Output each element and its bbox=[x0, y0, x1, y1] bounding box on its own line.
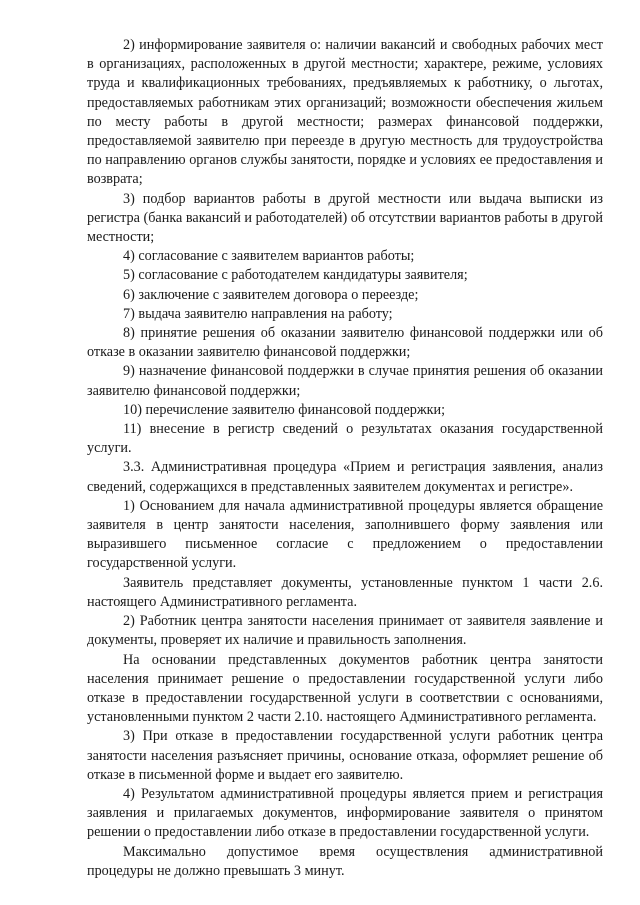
paragraph-10-transfer: 10) перечисление заявителю финансовой поддержки; bbox=[123, 401, 446, 418]
paragraph-documents: Заявитель представляет документы, установленные пунктом 1 части 2.6. настоящего Административного регламента. bbox=[87, 574, 603, 610]
paragraph-1-basis: 1) Основанием для начала административной процедуры является обращение заявителя в центр занятости населения, заполнившего форму заявления или выразившего письменное согласие с предложением о предоставлении государственной услуги. bbox=[87, 497, 603, 572]
document-body bbox=[87, 36, 603, 881]
paragraph-2-informing: 2) информирование заявителя о: наличии вакансий и свободных рабочих мест в организациях, расположенных в другой местности; характере, режиме, условиях труда и квалификационных требованиях, предъявляемых к работнику, о льготах, предоставляемых работникам этих организаций; возможности обеспечения жильем по месту работы в другой местности; размерах финансовой поддержки, предоставляемой заявителю при переезде в другую местность для трудоустройства по направлению органов службы занятости, порядке и условиях ее предоставления и возврата; bbox=[87, 37, 603, 188]
paragraph-4-agreement: 4) согласование с заявителем вариантов работы; bbox=[123, 248, 415, 265]
paragraph-3-refusal: 3) При отказе в предоставлении государственной услуги работник центра занятости населения разъясняет причины, основание отказа, оформляет решение об отказе в письменной форме и выдает его заявителю. bbox=[87, 728, 603, 783]
paragraph-3-selection: 3) подбор вариантов работы в другой местности или выдача выписки из регистра (банка вакансий и работодателей) об отсутствии вариантов работы в другой местности; bbox=[87, 190, 603, 246]
section-3-3-heading: 3.3. Административная процедура «Прием и регистрация заявления, анализ сведений, содержащихся в представленных заявителем документах и регистре». bbox=[87, 459, 603, 495]
paragraph-decision-basis: На основании представленных документов работник центра занятости населения принимает решение о предоставлении государственной услуги либо отказе в предоставлении государственной услуги в соответствии с основаниями, установленными пунктом 2 части 2.10. настоящего Административного регламента. bbox=[87, 651, 603, 726]
paragraph-5-employer-agreement: 5) согласование с работодателем кандидатуры заявителя; bbox=[123, 267, 468, 284]
paragraph-4-result: 4) Результатом административной процедуры является прием и регистрация заявления и прилагаемых документов, информирование заявителя о принятом решении о предоставлении либо отказе в предоставлении государственной услуги. bbox=[87, 785, 603, 841]
paragraph-11-register: 11) внесение в регистр сведений о результатах оказания государственной услуги. bbox=[87, 421, 603, 457]
paragraph-7-referral: 7) выдача заявителю направления на работу; bbox=[123, 305, 393, 322]
paragraph-2-worker: 2) Работник центра занятости населения принимает от заявителя заявление и документы, проверяет их наличие и правильность заполнения. bbox=[87, 613, 603, 649]
paragraph-6-contract: 6) заключение с заявителем договора о переезде; bbox=[123, 286, 419, 303]
paragraph-8-decision: 8) принятие решения об оказании заявителю финансовой поддержки или об отказе в оказании заявителю финансовой поддержки; bbox=[87, 325, 603, 361]
paragraph-max-time: Максимально допустимое время осуществления административной процедуры не должно превышать 3 минут. bbox=[87, 843, 603, 879]
paragraph-9-assignment: 9) назначение финансовой поддержки в случае принятия решения об оказании заявителю финансовой поддержки; bbox=[87, 363, 603, 399]
